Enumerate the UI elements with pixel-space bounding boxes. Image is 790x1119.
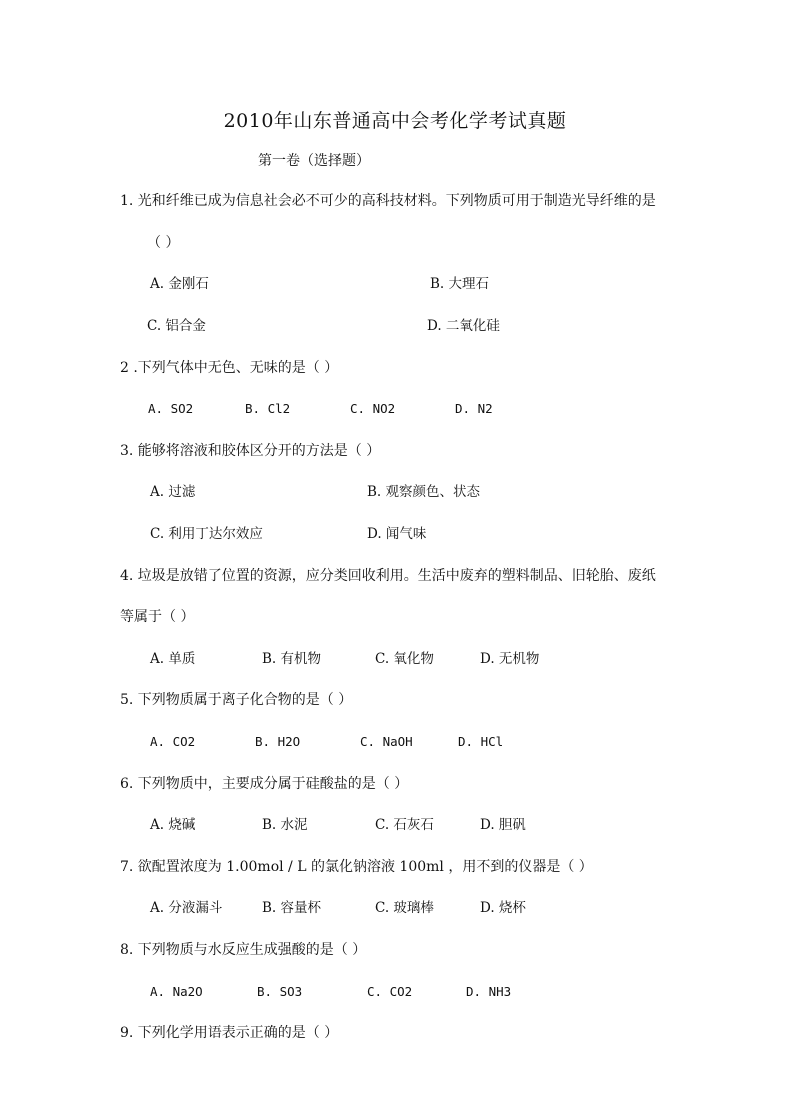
option-d: D. NH3 bbox=[466, 984, 512, 999]
option-a: A. 分液漏斗 bbox=[150, 900, 223, 916]
question-stem: 3. 能够将溶液和胶体区分开的方法是（ ） bbox=[120, 443, 381, 459]
option-b: B. SO3 bbox=[257, 984, 303, 999]
option-d: D. 无机物 bbox=[480, 651, 540, 667]
option-c: C. NaOH bbox=[360, 734, 413, 749]
question-stem: 4. 垃圾是放错了位置的资源，应分类回收利用。生活中废弃的塑料制品、旧轮胎、废纸 bbox=[120, 568, 656, 584]
option-a: A. Na2O bbox=[150, 984, 203, 999]
option-b: B. 有机物 bbox=[262, 651, 322, 667]
section-heading: 第一卷（选择题） bbox=[258, 153, 370, 169]
option-c: C. 玻璃棒 bbox=[375, 900, 434, 916]
question-stem: 7. 欲配置浓度为 1.00mol / L 的氯化钠溶液 100ml ，用不到的仪器是（ ） bbox=[120, 859, 593, 875]
option-d: D. 二氧化硅 bbox=[427, 318, 500, 334]
option-c: C. 铝合金 bbox=[147, 318, 206, 334]
option-c: C. CO2 bbox=[367, 984, 413, 999]
option-a: A. 过滤 bbox=[150, 484, 196, 500]
question-stem-continuation: 等属于（ ） bbox=[120, 609, 195, 625]
option-a: A. CO2 bbox=[150, 734, 196, 749]
option-c: C. 氧化物 bbox=[375, 651, 434, 667]
page-title: 2010年山东普通高中会考化学考试真题 bbox=[223, 110, 567, 132]
option-a: A. SO2 bbox=[148, 401, 194, 416]
option-d: D. 闻气味 bbox=[367, 526, 427, 542]
option-b: B. 容量杯 bbox=[262, 900, 322, 916]
option-a: A. 烧碱 bbox=[150, 817, 196, 833]
option-d: D. HCl bbox=[458, 734, 504, 749]
option-a: A. 单质 bbox=[150, 651, 196, 667]
option-b: B. 水泥 bbox=[262, 817, 308, 833]
question-stem: 2 .下列气体中无色、无味的是（ ） bbox=[120, 360, 339, 376]
option-c: C. NO2 bbox=[350, 401, 396, 416]
option-c: C. 利用丁达尔效应 bbox=[150, 526, 263, 542]
question-stem-continuation: （ ） bbox=[147, 235, 180, 251]
option-d: D. N2 bbox=[455, 401, 493, 416]
question-stem: 1. 光和纤维已成为信息社会必不可少的高科技材料。下列物质可用于制造光导纤维的是 bbox=[120, 193, 656, 209]
option-b: B. H2O bbox=[255, 734, 301, 749]
option-c: C. 石灰石 bbox=[375, 817, 434, 833]
question-stem: 9. 下列化学用语表示正确的是（ ） bbox=[120, 1025, 339, 1041]
option-b: B. 大理石 bbox=[430, 276, 490, 292]
option-d: D. 烧杯 bbox=[480, 900, 526, 916]
option-a: A. 金刚石 bbox=[150, 276, 209, 292]
option-b: B. Cl2 bbox=[245, 401, 291, 416]
question-stem: 5. 下列物质属于离子化合物的是（ ） bbox=[120, 692, 353, 708]
option-d: D. 胆矾 bbox=[480, 817, 526, 833]
option-b: B. 观察颜色、状态 bbox=[367, 484, 481, 500]
question-stem: 6. 下列物质中，主要成分属于硅酸盐的是（ ） bbox=[120, 776, 409, 792]
question-stem: 8. 下列物质与水反应生成强酸的是（ ） bbox=[120, 942, 367, 958]
